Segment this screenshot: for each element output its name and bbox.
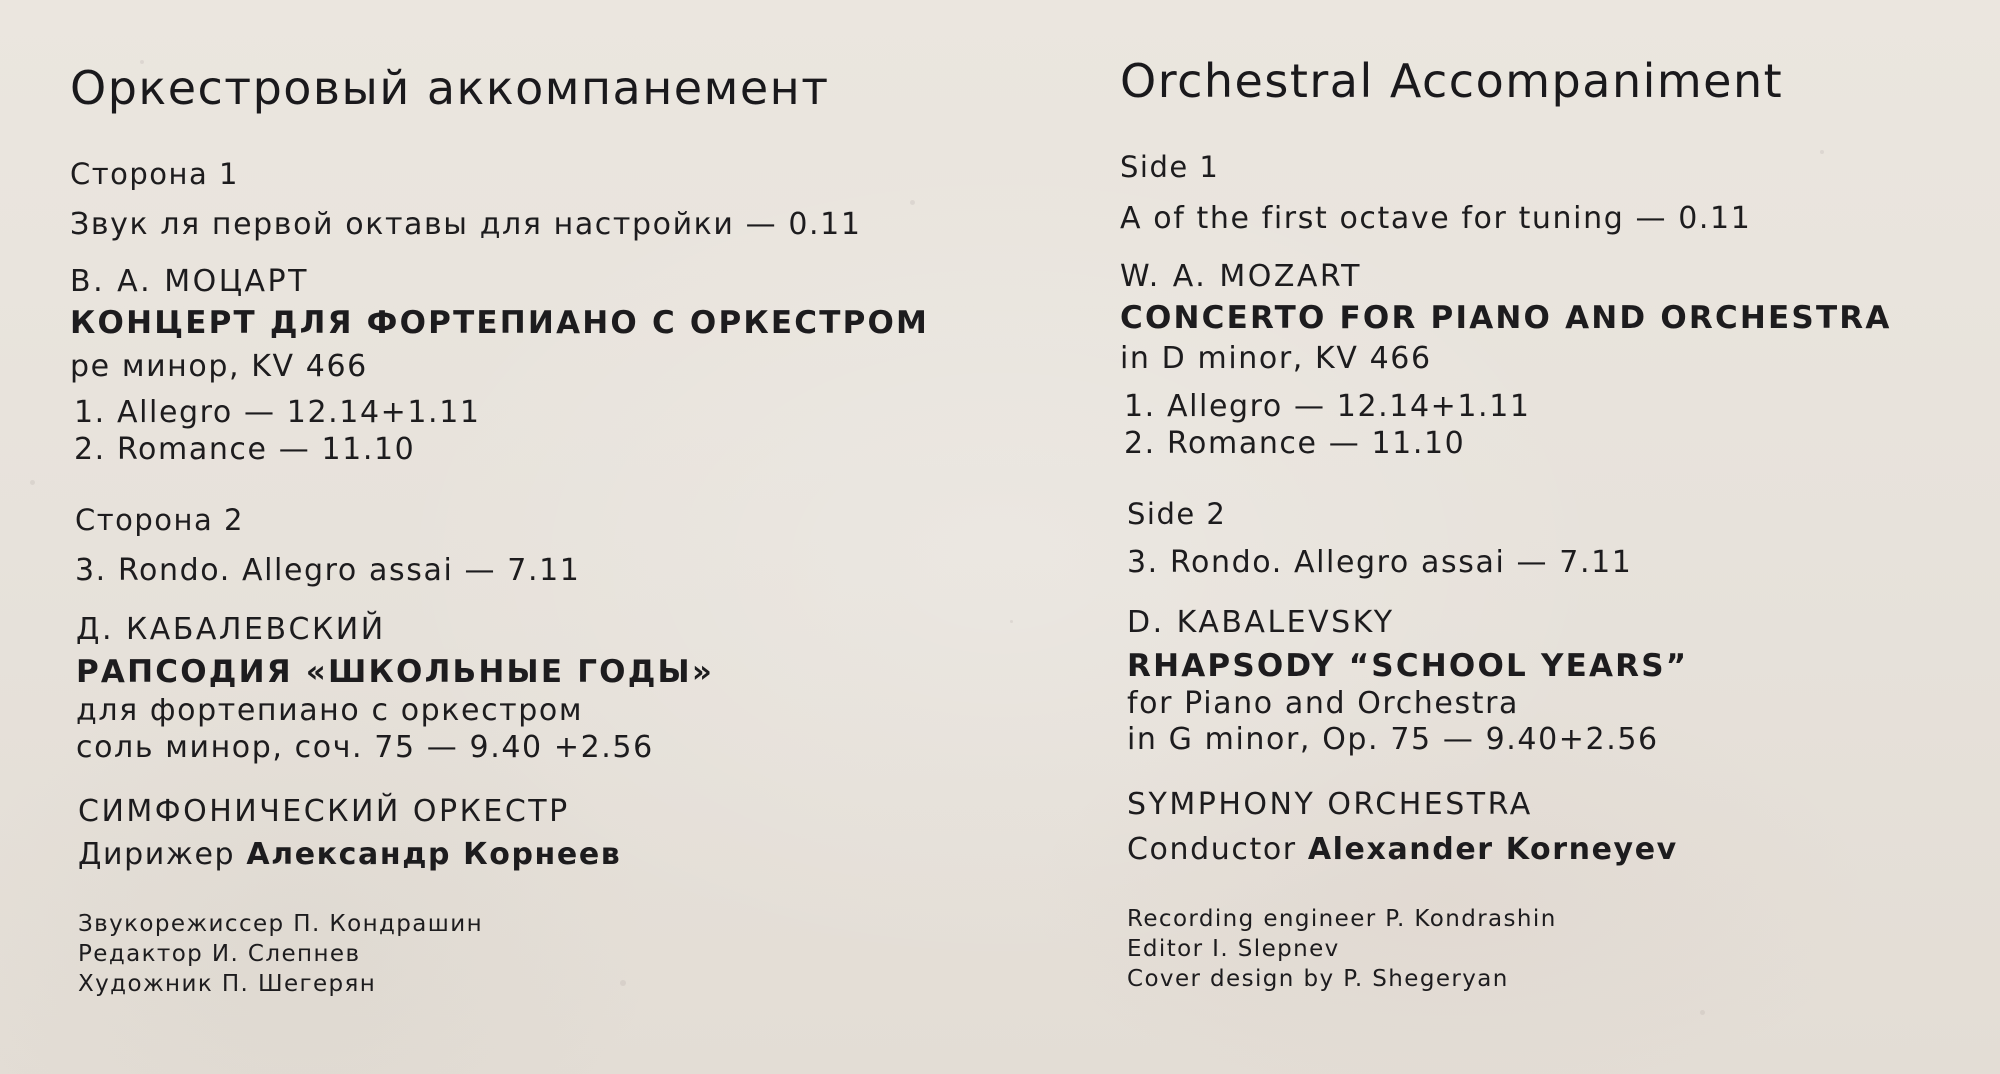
english-conductor-line — [1127, 832, 1678, 867]
english-side-1-label: Side 1 — [1120, 150, 1220, 184]
russian-conductor-label: Дирижер — [78, 837, 236, 872]
russian-side-1-label: Сторона 1 — [70, 157, 239, 191]
english-orchestra: SYMPHONY ORCHESTRA — [1127, 787, 1533, 822]
paper-speck — [1700, 1010, 1705, 1015]
english-work-rhapsody-subtitle: for Piano and Orchestra — [1127, 686, 1519, 721]
english-heading: Orchestral Accompaniment — [1120, 54, 1784, 108]
russian-track-1: 1. Allegro — 12.14+1.11 — [74, 395, 481, 430]
russian-conductor-line — [78, 837, 622, 872]
russian-tuning-track: Звук ля первой октавы для настройки — 0.11 — [70, 207, 862, 242]
russian-credit-editor: Редактор И. Слепнев — [78, 941, 361, 967]
russian-composer-mozart: В. А. МОЦАРТ — [70, 264, 309, 299]
english-conductor-name: Alexander Korneyev — [1307, 832, 1678, 867]
english-composer-kabalevsky: D. KABALEVSKY — [1127, 605, 1395, 640]
russian-work-rhapsody-title: РАПСОДИЯ «ШКОЛЬНЫЕ ГОДЫ» — [76, 654, 715, 690]
english-side-2-label: Side 2 — [1127, 497, 1227, 531]
russian-orchestra: СИМФОНИЧЕСКИЙ ОРКЕСТР — [78, 794, 570, 829]
russian-track-2: 2. Romance — 11.10 — [74, 432, 416, 467]
russian-composer-kabalevsky: Д. КАБАЛЕВСКИЙ — [76, 612, 386, 647]
russian-work-concerto-title: КОНЦЕРТ ДЛЯ ФОРТЕПИАНО С ОРКЕСТРОМ — [70, 305, 930, 341]
russian-track-3: 3. Rondo. Allegro assai — 7.11 — [75, 553, 581, 588]
russian-side-2-label: Сторона 2 — [75, 503, 244, 537]
russian-credit-engineer: Звукорежиссер П. Кондрашин — [78, 911, 484, 937]
english-track-2: 2. Romance — 11.10 — [1124, 426, 1466, 461]
english-work-concerto-key: in D minor, KV 466 — [1120, 341, 1432, 376]
russian-conductor-name: Александр Корнеев — [246, 837, 622, 872]
english-work-concerto-title: CONCERTO FOR PIANO AND ORCHESTRA — [1120, 300, 1892, 336]
english-tuning-track: A of the first octave for tuning — 0.11 — [1120, 201, 1752, 236]
russian-credit-artist: Художник П. Шегерян — [78, 971, 377, 997]
russian-work-concerto-key: ре минор, KV 466 — [70, 349, 368, 384]
english-work-rhapsody-key: in G minor, Op. 75 — 9.40+2.56 — [1127, 722, 1659, 757]
russian-work-rhapsody-subtitle: для фортепиано с оркестром — [76, 693, 584, 728]
russian-heading: Оркестровый аккомпанемент — [70, 61, 830, 115]
paper-speck — [620, 980, 626, 986]
english-composer-mozart: W. A. MOZART — [1120, 259, 1362, 294]
english-credit-editor: Editor I. Slepnev — [1127, 936, 1340, 962]
english-credit-designer: Cover design by P. Shegeryan — [1127, 966, 1509, 992]
paper-speck — [1820, 150, 1824, 154]
english-conductor-label: Conductor — [1127, 832, 1297, 867]
english-credit-engineer: Recording engineer P. Kondrashin — [1127, 906, 1557, 932]
russian-work-rhapsody-key: соль минор, соч. 75 — 9.40 +2.56 — [76, 730, 654, 765]
paper-speck — [910, 200, 915, 205]
english-work-rhapsody-title: RHAPSODY “SCHOOL YEARS” — [1127, 648, 1689, 684]
english-track-1: 1. Allegro — 12.14+1.11 — [1124, 389, 1531, 424]
paper-speck — [1010, 620, 1013, 623]
english-track-3: 3. Rondo. Allegro assai — 7.11 — [1127, 545, 1633, 580]
paper-speck — [30, 480, 35, 485]
